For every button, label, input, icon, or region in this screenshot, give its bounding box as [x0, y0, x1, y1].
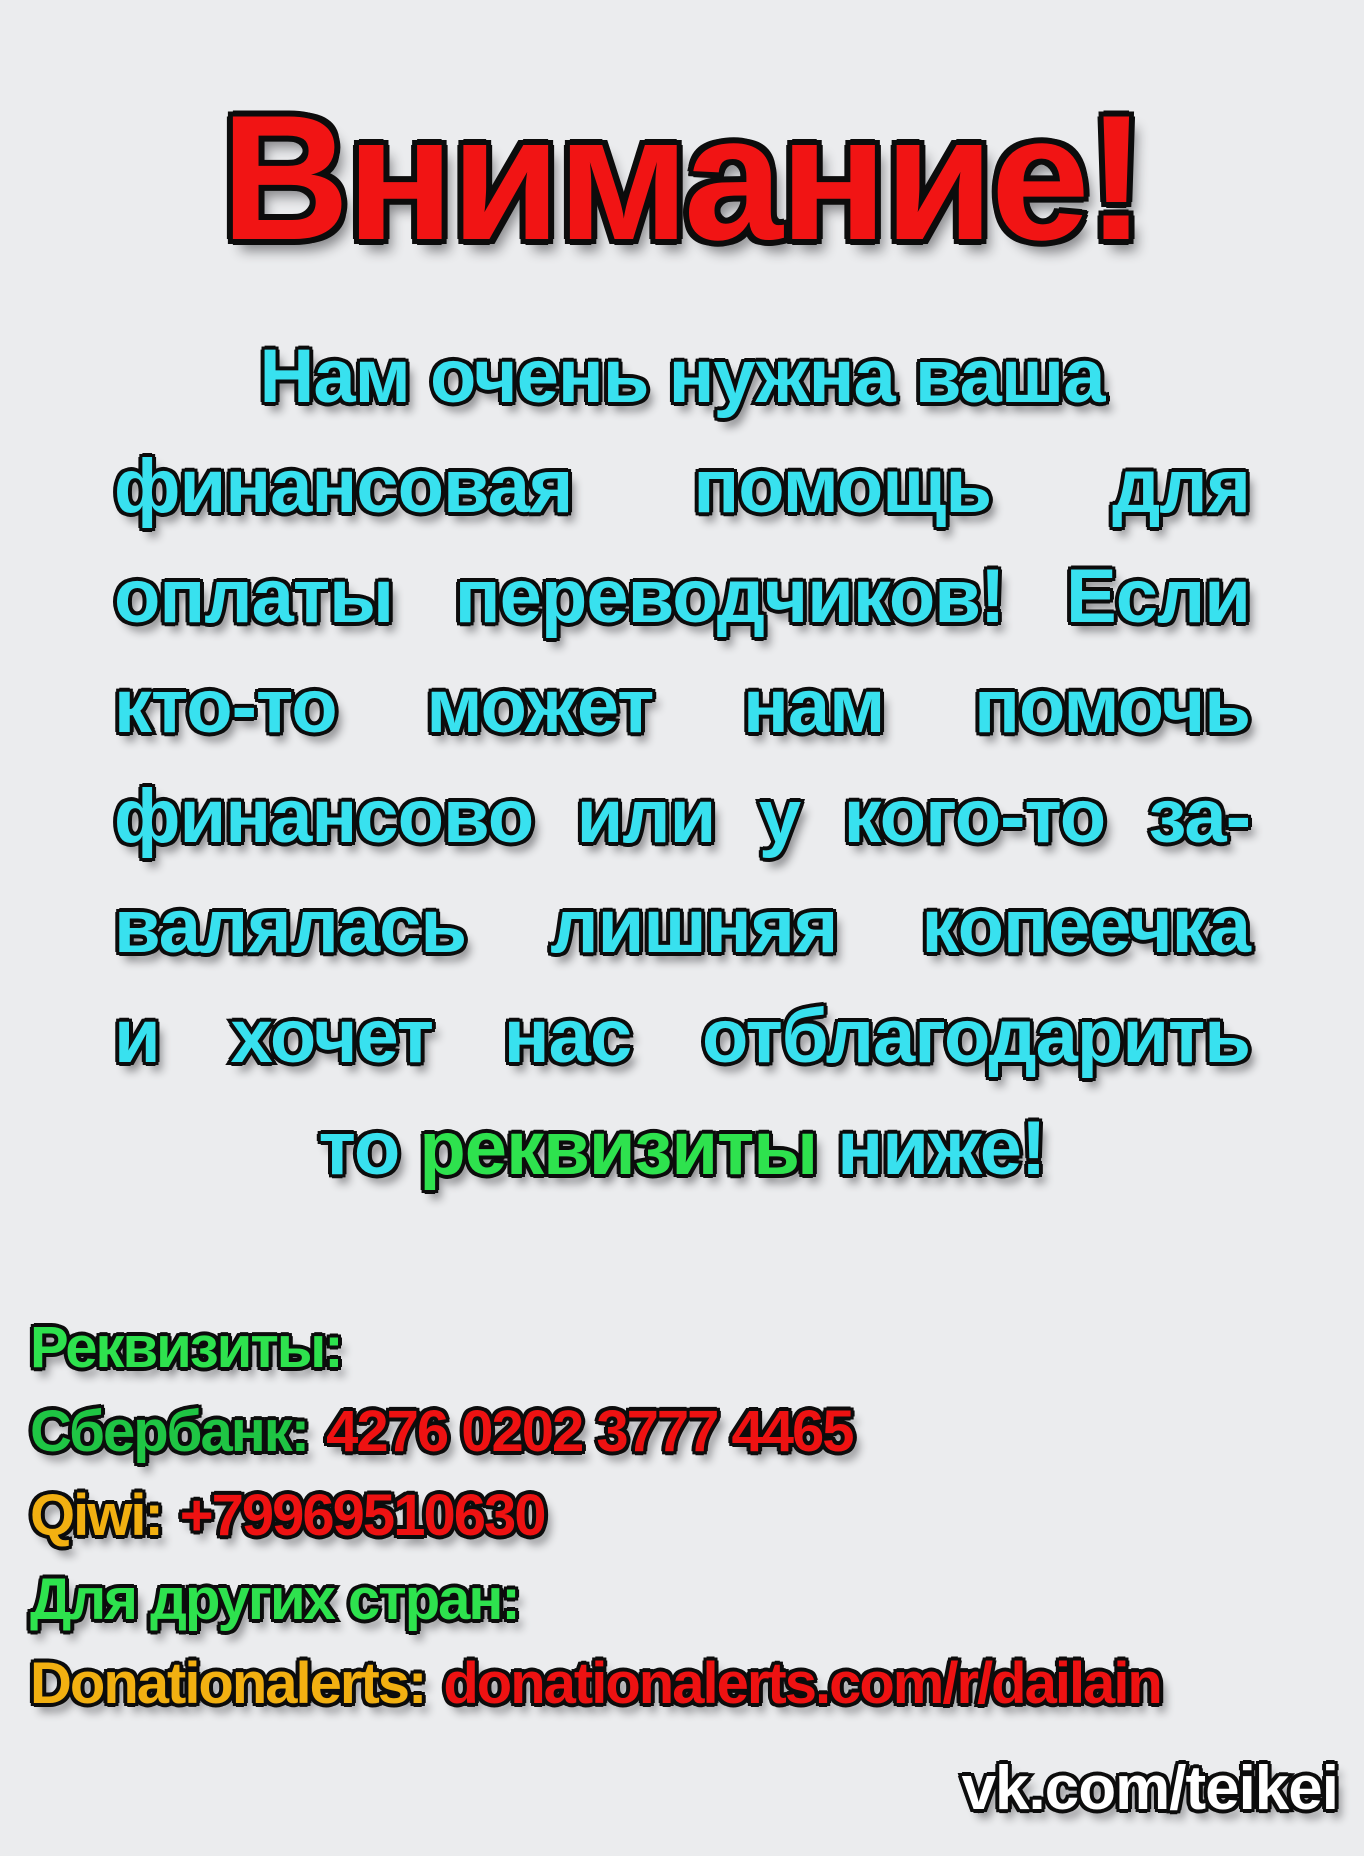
appeal-line: Нам очень нужна ваша [259, 334, 1105, 419]
qiwi-phone-number: +79969510630 [179, 1483, 545, 1548]
appeal-line: финансово или у кого-то за- [114, 774, 1250, 859]
requisites-highlight-word: реквизиты [419, 1106, 818, 1191]
requisites-heading-label: Реквизиты: [30, 1315, 342, 1380]
sberbank-card-number: 4276 0202 3777 4465 [326, 1399, 853, 1464]
donationalerts-url: donationalerts.com/r/dailain [443, 1651, 1161, 1716]
requisite-other-countries [30, 1558, 1344, 1642]
appeal-line: и хочет нас отблагодарить [114, 994, 1250, 1079]
appeal-last-line-post: ниже! [817, 1106, 1046, 1191]
requisite-donationalerts [30, 1642, 1344, 1726]
requisites-heading [30, 1306, 1344, 1390]
page-title: Внимание! [220, 78, 1143, 277]
appeal-paragraph [114, 322, 1250, 1204]
requisite-sberbank [30, 1390, 1344, 1474]
appeal-line: финансовая помощь для [114, 444, 1250, 529]
other-countries-label: Для других стран: [30, 1567, 519, 1632]
appeal-line: оплаты переводчиков! Если [114, 554, 1250, 639]
appeal-line: кто-то может нам помочь [114, 664, 1250, 749]
qiwi-label: Qiwi: [30, 1483, 162, 1548]
requisite-qiwi [30, 1474, 1344, 1558]
donationalerts-label: Donationalerts: [30, 1651, 426, 1716]
sberbank-label: Сбербанк: [30, 1399, 309, 1464]
vk-watermark: vk.com/teikei [961, 1754, 1338, 1823]
requisites-block [30, 1306, 1344, 1726]
appeal-last-line [114, 1094, 1250, 1204]
appeal-line: валялась лишняя копеечка [114, 884, 1250, 969]
appeal-last-line-pre: то [318, 1106, 420, 1191]
